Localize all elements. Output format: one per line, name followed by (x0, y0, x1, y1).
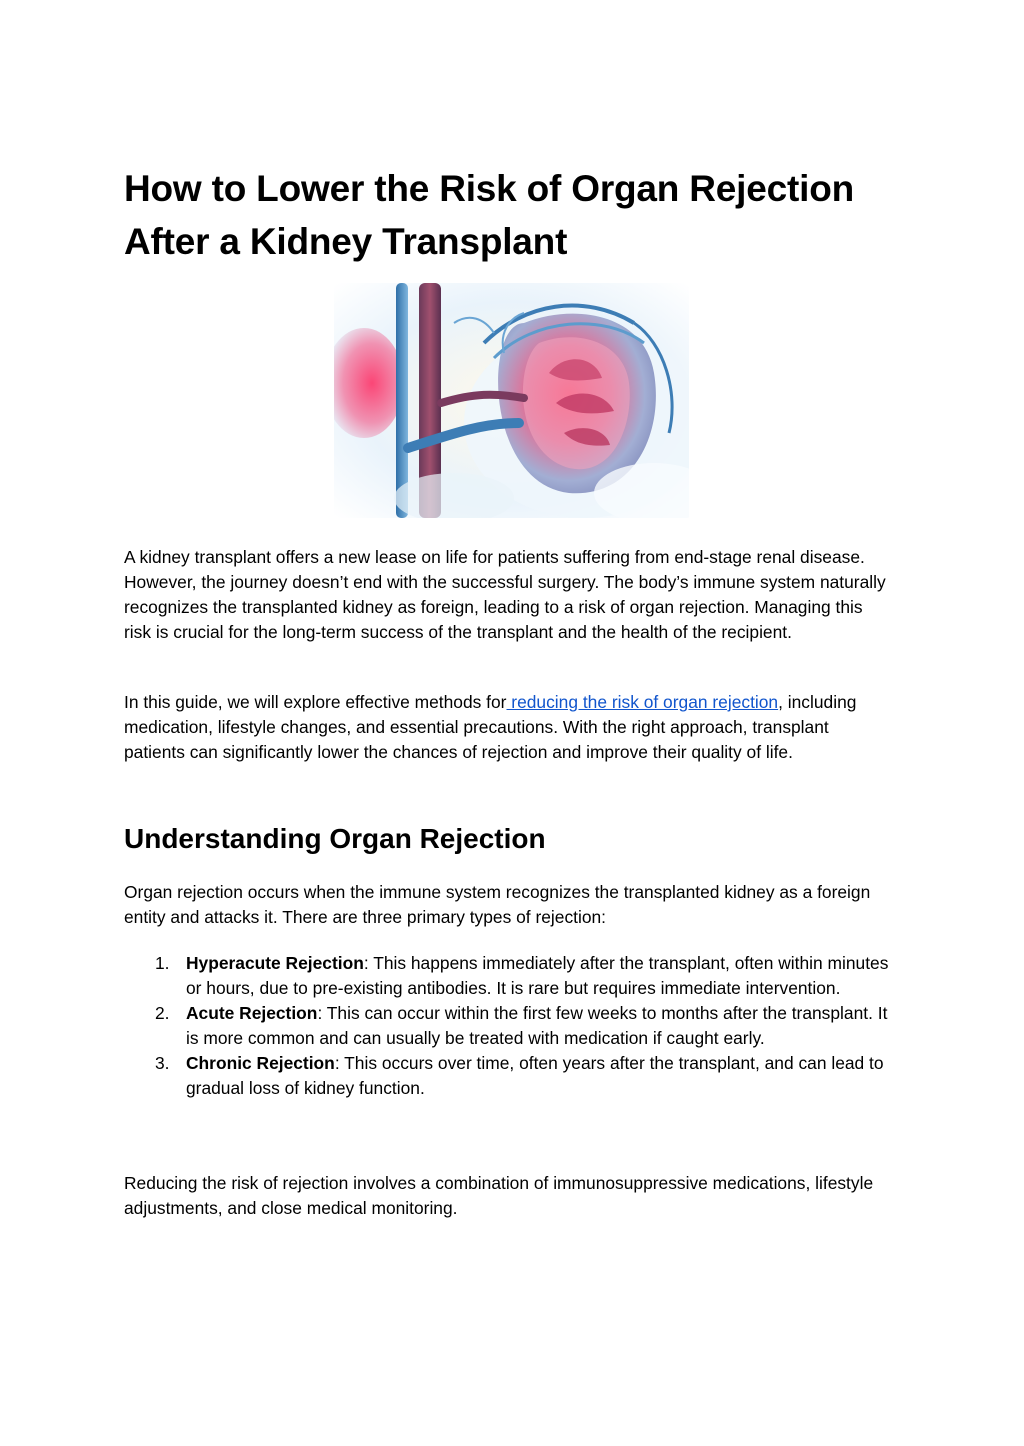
list-item (124, 1051, 894, 1101)
reducing-risk-link[interactable]: reducing the risk of organ rejection (506, 692, 779, 712)
kidney-illustration (334, 283, 689, 518)
list-description: : This happens immediately after the transplant, often within minutes or hours, due to pre-existing antibodies. It is rare but requires immediate intervention. (186, 953, 889, 998)
guide-text-before: In this guide, we will explore effective methods for (124, 692, 507, 712)
list-term: Acute Rejection (186, 1003, 318, 1023)
closing-paragraph: Reducing the risk of rejection involves a combination of immunosuppressive medications, lifestyle adjustments, and close medical monitoring. (124, 1173, 874, 1218)
intro-paragraph: A kidney transplant offers a new lease on life for patients suffering from end-stage renal disease. However, the journey doesn’t end with the successful surgery. The body’s immune system naturally recognizes the transplanted kidney as foreign, leading to a risk of organ rejection. Managing this risk is crucial for the long-term success of the transplant and the health of the recipient. (124, 547, 886, 642)
list-item (124, 1001, 894, 1051)
list-number: 1. (155, 953, 170, 973)
list-number: 3. (155, 1053, 170, 1073)
list-term: Hyperacute Rejection (186, 953, 364, 973)
list-description: : This occurs over time, often years after the transplant, and can lead to gradual loss of kidney function. (186, 1053, 884, 1098)
list-description: : This can occur within the first few weeks to months after the transplant. It is more common and can usually be treated with medication if caught early. (186, 1003, 888, 1048)
rejection-types-list (124, 951, 894, 1101)
section-intro-paragraph: Organ rejection occurs when the immune system recognizes the transplanted kidney as a foreign entity and attacks it. There are three primary types of rejection: (124, 882, 871, 927)
list-number: 2. (155, 1003, 170, 1023)
list-term: Chronic Rejection (186, 1053, 335, 1073)
section-heading: Understanding Organ Rejection (124, 823, 546, 854)
list-item (124, 951, 894, 1001)
guide-paragraph (124, 690, 894, 765)
guide-text-after: , including medication, lifestyle changes, and essential precautions. With the right approach, transplant patients can significantly lower the chances of rejection and improve their quality of life. (124, 692, 857, 762)
article-title: How to Lower the Risk of Organ Rejection After a Kidney Transplant (124, 168, 855, 262)
